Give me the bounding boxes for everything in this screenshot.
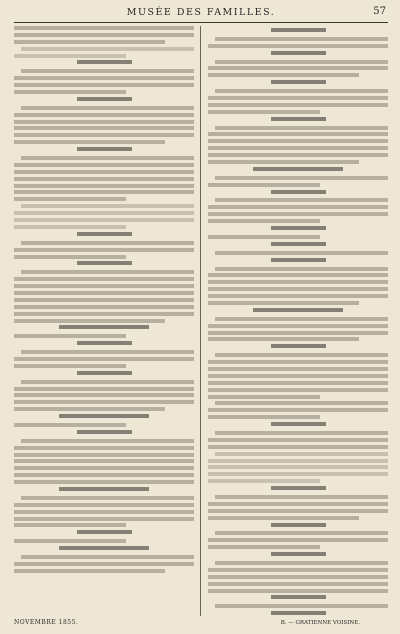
end-mark: B. — GRATIENNE VOISINE.: [280, 620, 360, 626]
running-head: MUSÉE DES FAMILLES.: [126, 7, 276, 18]
right-column: [208, 26, 388, 616]
page-number: 57: [373, 6, 386, 17]
footer-date: NOVEMBRE 1855.: [14, 619, 79, 626]
text-columns: [14, 26, 388, 616]
left-column: [14, 26, 194, 616]
column-rule: [200, 26, 201, 616]
page-header: [14, 6, 388, 23]
